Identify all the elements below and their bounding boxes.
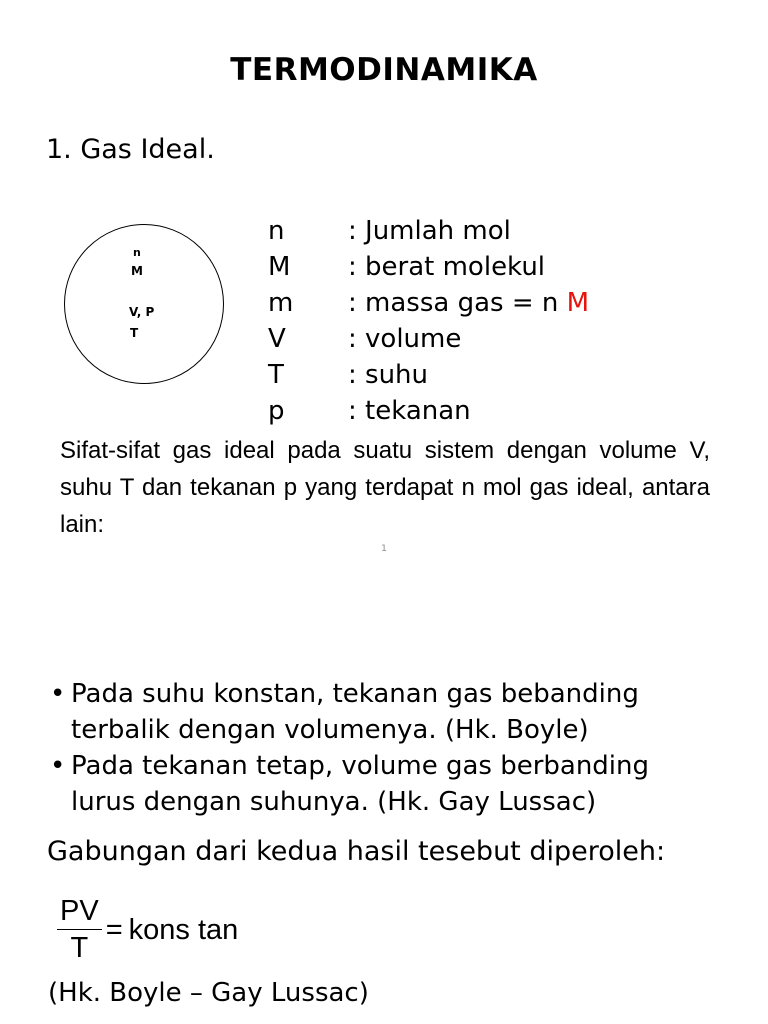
- page-title: TERMODINAMIKA: [230, 52, 538, 88]
- list-item-text: Pada tekanan tetap, volume gas berbanding lurus dengan suhunya. (Hk. Gay Lussac): [71, 751, 650, 817]
- molar-mass-highlight: M: [566, 288, 590, 318]
- formula-rhs: kons tan: [128, 914, 239, 946]
- variable-row: [268, 393, 589, 429]
- variable-symbol: n: [268, 216, 285, 246]
- variable-symbol: m: [268, 288, 294, 318]
- variable-description: : massa gas = n: [348, 288, 567, 318]
- variable-description: : suhu: [348, 360, 429, 390]
- gas-law-formula: [57, 895, 238, 966]
- bullet-icon: •: [50, 751, 66, 781]
- circle-label-m: M: [131, 264, 143, 278]
- circle-label-n: n: [133, 246, 141, 259]
- formula-denominator: T: [70, 932, 89, 964]
- list-item-text: Pada suhu konstan, tekanan gas bebanding terbalik dengan volumenya. (Hk. Boyle): [71, 679, 639, 745]
- variable-symbol: V: [268, 324, 286, 354]
- variable-row: [268, 321, 589, 357]
- variable-row: [268, 213, 589, 249]
- variable-row: [268, 285, 589, 321]
- formula-fraction: [57, 895, 102, 966]
- formula-equals: =: [105, 914, 123, 946]
- variable-row: [268, 357, 589, 393]
- gas-system-diagram: [64, 224, 224, 384]
- gas-properties-list: [50, 676, 681, 820]
- variable-symbol: T: [268, 360, 284, 390]
- section-heading: 1. Gas Ideal.: [46, 134, 215, 165]
- page-number: 1: [381, 544, 387, 554]
- intro-paragraph: Sifat-sifat gas ideal pada suatu sistem dengan volume V, suhu T dan tekanan p yang terdapat n mol gas ideal, antara lain:: [60, 437, 710, 538]
- variable-description: : tekanan: [348, 396, 471, 426]
- list-item: [50, 676, 681, 748]
- law-name: (Hk. Boyle – Gay Lussac): [48, 978, 369, 1008]
- circle-label-t: T: [130, 326, 139, 340]
- variable-description: : volume: [348, 324, 462, 354]
- circle-label-vp: V, P: [129, 305, 155, 319]
- combined-statement: Gabungan dari kedua hasil tesebut diperoleh:: [47, 836, 666, 867]
- variable-description: : Jumlah mol: [348, 216, 511, 246]
- variable-legend: [268, 213, 589, 429]
- list-item: [50, 748, 681, 820]
- bullet-icon: •: [50, 679, 66, 709]
- variable-symbol: p: [268, 396, 285, 426]
- variable-symbol: M: [268, 252, 291, 282]
- variable-description: : berat molekul: [348, 252, 546, 282]
- variable-row: [268, 249, 589, 285]
- formula-numerator: PV: [57, 895, 102, 930]
